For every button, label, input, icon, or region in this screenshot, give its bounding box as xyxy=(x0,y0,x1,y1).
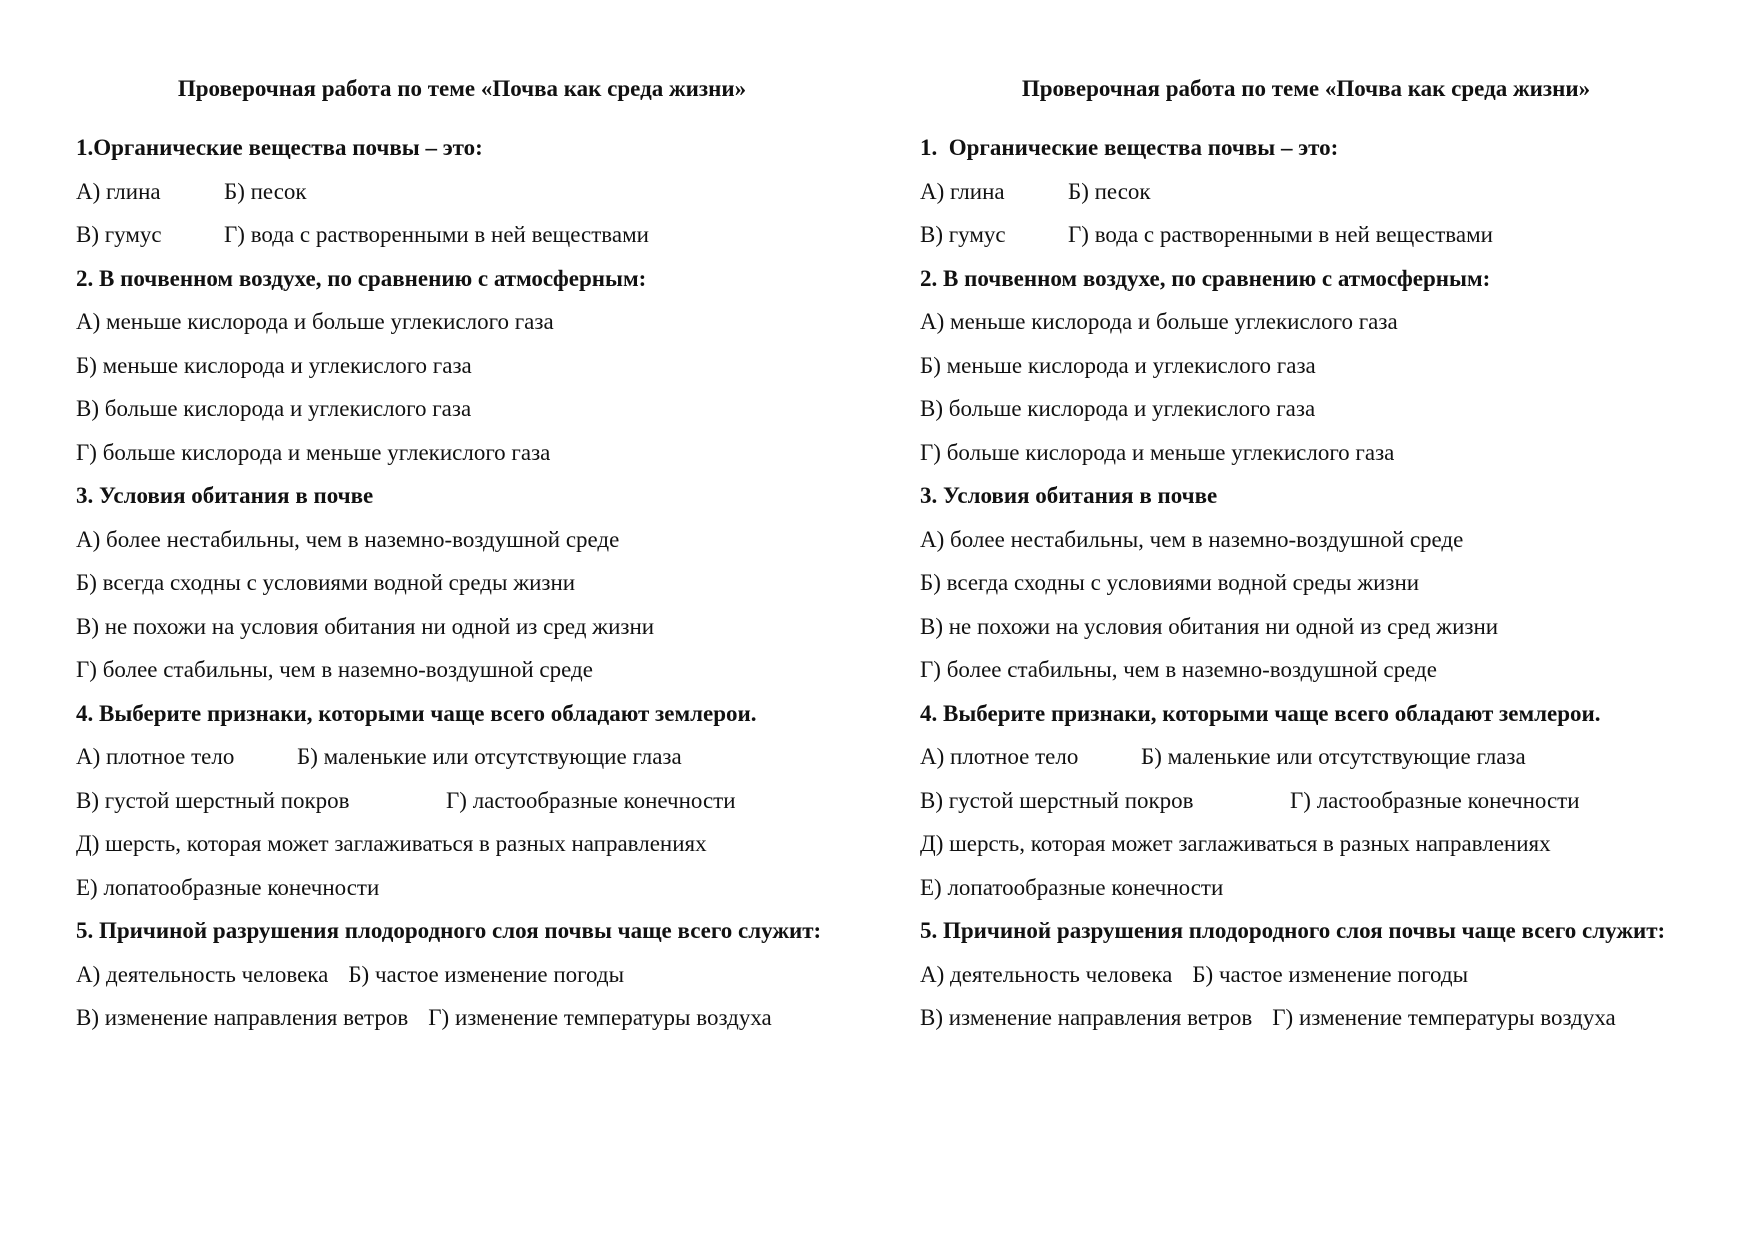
right-test-sheet xyxy=(920,72,1692,1040)
answer-option: А) плотное тело xyxy=(76,744,235,769)
answer-row xyxy=(920,735,1692,779)
answer-option: Г) вода с растворенными в ней веществами xyxy=(1068,222,1493,247)
answer-option: Е) лопатообразные конечности xyxy=(76,874,380,900)
answer-option: Б) меньше кислорода и углекислого газа xyxy=(920,352,1316,378)
answer-row xyxy=(76,953,848,997)
answer-option: Г) вода с растворенными в ней веществами xyxy=(224,222,649,247)
answer-option: А) плотное тело xyxy=(920,744,1079,769)
page-title: Проверочная работа по теме «Почва как среда жизни» xyxy=(177,76,747,101)
answer-row xyxy=(76,779,848,823)
answer-row xyxy=(920,213,1692,257)
question-3: 3. Условия обитания в почве xyxy=(76,483,374,508)
question-5: 5. Причиной разрушения плодородного слоя почвы чаще всего служит: xyxy=(920,918,1666,943)
answer-option: В) больше кислорода и углекислого газа xyxy=(76,396,472,421)
answer-option: Г) ластообразные конечности xyxy=(1290,787,1580,813)
answer-option: В) густой шерстный покров xyxy=(76,787,350,813)
answer-option: А) более нестабильны, чем в наземно-воздушной среде xyxy=(920,526,1464,552)
answer-row xyxy=(920,779,1692,823)
answer-option: А) деятельность человека xyxy=(76,961,329,987)
answer-option: Д) шерсть, которая может заглаживаться в разных направлениях xyxy=(76,831,707,856)
page-title: Проверочная работа по теме «Почва как среда жизни» xyxy=(1021,76,1591,101)
answer-row xyxy=(920,170,1692,214)
answer-option: Г) больше кислорода и меньше углекислого газа xyxy=(920,439,1395,465)
answer-option: В) изменение направления ветров xyxy=(920,1005,1253,1030)
answer-option: Д) шерсть, которая может заглаживаться в разных направлениях xyxy=(920,831,1551,856)
answer-row xyxy=(920,953,1692,997)
question-1: 1. Органические вещества почвы – это: xyxy=(920,135,1339,160)
answer-option: В) гумус xyxy=(920,222,1006,247)
answer-row xyxy=(76,996,848,1040)
answer-option: Б) меньше кислорода и углекислого газа xyxy=(76,352,472,378)
answer-row xyxy=(76,735,848,779)
answer-option: В) густой шерстный покров xyxy=(920,787,1194,813)
question-5: 5. Причиной разрушения плодородного слоя почвы чаще всего служит: xyxy=(76,918,822,943)
answer-option: А) деятельность человека xyxy=(920,961,1173,987)
answer-option: Б) частое изменение погоды xyxy=(1192,961,1469,987)
answer-row xyxy=(76,213,848,257)
answer-option: Б) маленькие или отсутствующие глаза xyxy=(297,744,682,769)
answer-option: Г) изменение температуры воздуха xyxy=(1272,1005,1616,1030)
answer-option: А) меньше кислорода и больше углекислого газа xyxy=(76,309,554,334)
question-3: 3. Условия обитания в почве xyxy=(920,483,1218,508)
answer-option: А) более нестабильны, чем в наземно-воздушной среде xyxy=(76,526,620,552)
answer-option: Г) более стабильны, чем в наземно-воздушной среде xyxy=(76,657,593,682)
left-test-sheet xyxy=(76,72,848,1040)
answer-option: В) не похожи на условия обитания ни одной из сред жизни xyxy=(920,613,1499,639)
answer-option: А) глина xyxy=(920,178,1005,204)
question-2: 2. В почвенном воздухе, по сравнению с атмосферным: xyxy=(76,265,647,291)
answer-option: В) не похожи на условия обитания ни одной из сред жизни xyxy=(76,613,655,639)
answer-option: А) меньше кислорода и больше углекислого газа xyxy=(920,309,1398,334)
answer-option: Г) больше кислорода и меньше углекислого газа xyxy=(76,439,551,465)
answer-option: Г) более стабильны, чем в наземно-воздушной среде xyxy=(920,657,1437,682)
question-1: 1.Органические вещества почвы – это: xyxy=(76,135,483,160)
answer-option: Б) песок xyxy=(224,178,307,204)
answer-option: Г) изменение температуры воздуха xyxy=(428,1005,772,1030)
answer-option: В) изменение направления ветров xyxy=(76,1005,409,1030)
answer-option: А) глина xyxy=(76,178,161,204)
question-2: 2. В почвенном воздухе, по сравнению с атмосферным: xyxy=(920,265,1491,291)
answer-option: В) больше кислорода и углекислого газа xyxy=(920,396,1316,421)
question-4: 4. Выберите признаки, которыми чаще всего обладают землерои. xyxy=(76,700,757,726)
question-4: 4. Выберите признаки, которыми чаще всего обладают землерои. xyxy=(920,700,1601,726)
answer-option: Б) частое изменение погоды xyxy=(348,961,625,987)
answer-option: Б) всегда сходны с условиями водной среды жизни xyxy=(76,570,576,595)
answer-option: Б) маленькие или отсутствующие глаза xyxy=(1141,744,1526,769)
answer-option: Б) песок xyxy=(1068,178,1151,204)
answer-option: В) гумус xyxy=(76,222,162,247)
answer-row xyxy=(920,996,1692,1040)
answer-row xyxy=(76,170,848,214)
answer-option: Г) ластообразные конечности xyxy=(446,787,736,813)
answer-option: Е) лопатообразные конечности xyxy=(920,874,1224,900)
answer-option: Б) всегда сходны с условиями водной среды жизни xyxy=(920,570,1420,595)
